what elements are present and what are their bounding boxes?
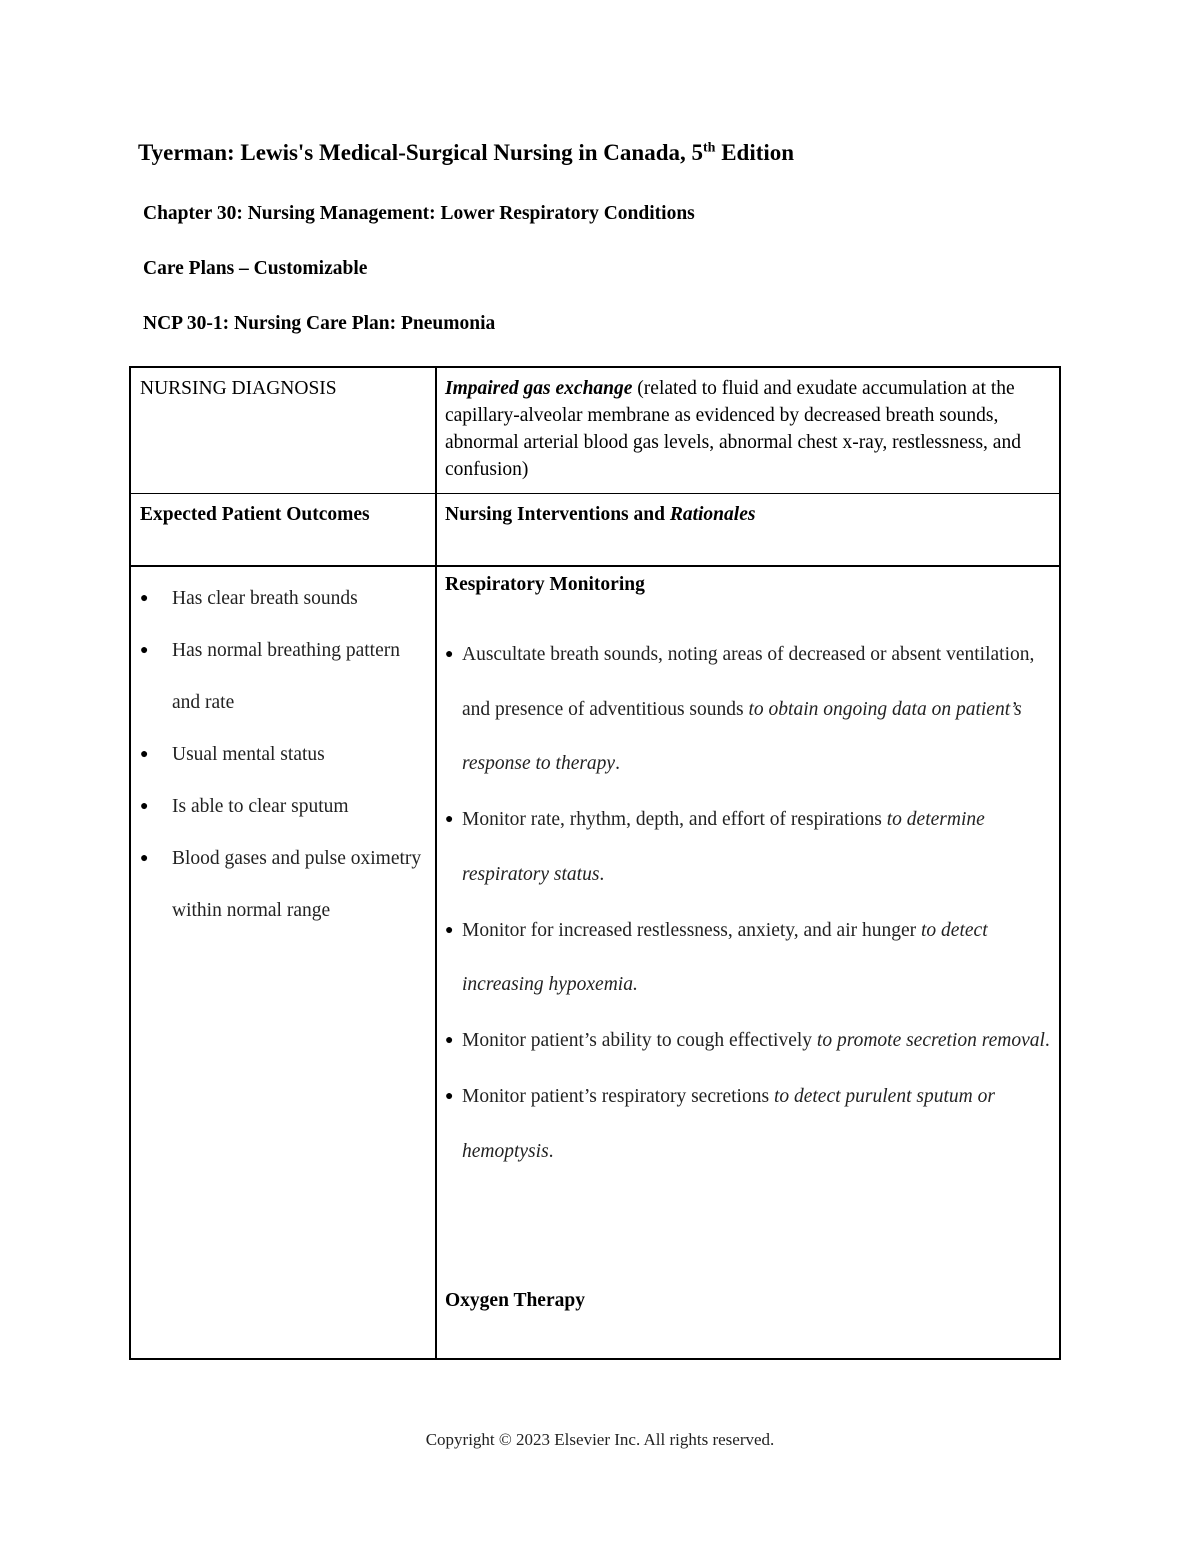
- bullet-icon: ●: [445, 647, 454, 662]
- outcome-item: ● Usual mental status: [140, 729, 430, 781]
- outcomes-header: Expected Patient Outcomes: [140, 504, 370, 525]
- outcome-item: ● Has clear breath sounds: [140, 573, 430, 625]
- bullet-icon: ●: [445, 812, 454, 827]
- bullet-icon: ●: [140, 591, 149, 606]
- row-divider: [131, 493, 1059, 494]
- copyright-footer: Copyright © 2023 Elsevier Inc. All rights reserved.: [425, 1430, 775, 1449]
- outcome-item: ● Blood gases and pulse oximetry within normal range: [140, 833, 430, 937]
- nursing-diagnosis-label: NURSING DIAGNOSIS: [140, 378, 337, 399]
- bullet-icon: ●: [445, 1033, 454, 1048]
- bullet-icon: ●: [140, 643, 149, 658]
- ncp-heading: NCP 30-1: Nursing Care Plan: Pneumonia: [143, 313, 496, 334]
- oxygen-therapy-heading: Oxygen Therapy: [445, 1290, 585, 1311]
- respiratory-monitoring-heading: Respiratory Monitoring: [445, 574, 645, 595]
- bullet-icon: ●: [140, 747, 149, 762]
- book-title: Tyerman: Lewis's Medical-Surgical Nursing in Canada, 5th Edition: [138, 140, 795, 165]
- intervention-item: ● Monitor for increased restlessness, anxiety, and air hunger to detect increasing hypoxemia.: [445, 904, 1051, 1013]
- bullet-icon: ●: [140, 851, 149, 866]
- bullet-icon: ●: [140, 799, 149, 814]
- care-plans-heading: Care Plans – Customizable: [143, 258, 368, 279]
- row-divider: [131, 565, 1059, 567]
- intervention-item: ● Monitor rate, rhythm, depth, and effort of respirations to determine respiratory status.: [445, 793, 1051, 902]
- column-divider: [435, 368, 437, 1358]
- bullet-icon: ●: [445, 922, 454, 938]
- bullet-icon: ●: [445, 1089, 454, 1104]
- interventions-header: Nursing Interventions and Rationales: [445, 504, 756, 525]
- care-plan-table: [129, 366, 1061, 1360]
- intervention-item: ● Monitor patient’s ability to cough effectively to promote secretion removal.: [445, 1014, 1051, 1069]
- outcomes-list: [140, 573, 430, 937]
- outcome-item: ● Is able to clear sputum: [140, 781, 430, 833]
- outcome-item: ● Has normal breathing pattern and rate: [140, 625, 430, 729]
- interventions-list: [445, 628, 1051, 1181]
- intervention-item: ● Monitor patient’s respiratory secretions to detect purulent sputum or hemoptysis.: [445, 1070, 1051, 1179]
- intervention-item: ● Auscultate breath sounds, noting areas of decreased or absent ventilation, and presence of adventitious sounds to obtain ongoing data on patient’s response to therapy.: [445, 628, 1051, 792]
- chapter-heading: Chapter 30: Nursing Management: Lower Respiratory Conditions: [143, 203, 695, 224]
- nursing-diagnosis-text: Impaired gas exchange (related to fluid and exudate accumulation at the capillary-alveolar membrane as evidenced by decreased breath sounds, abnormal arterial blood gas levels, abnormal chest x-ray, restlessness, and confusion): [445, 378, 1021, 480]
